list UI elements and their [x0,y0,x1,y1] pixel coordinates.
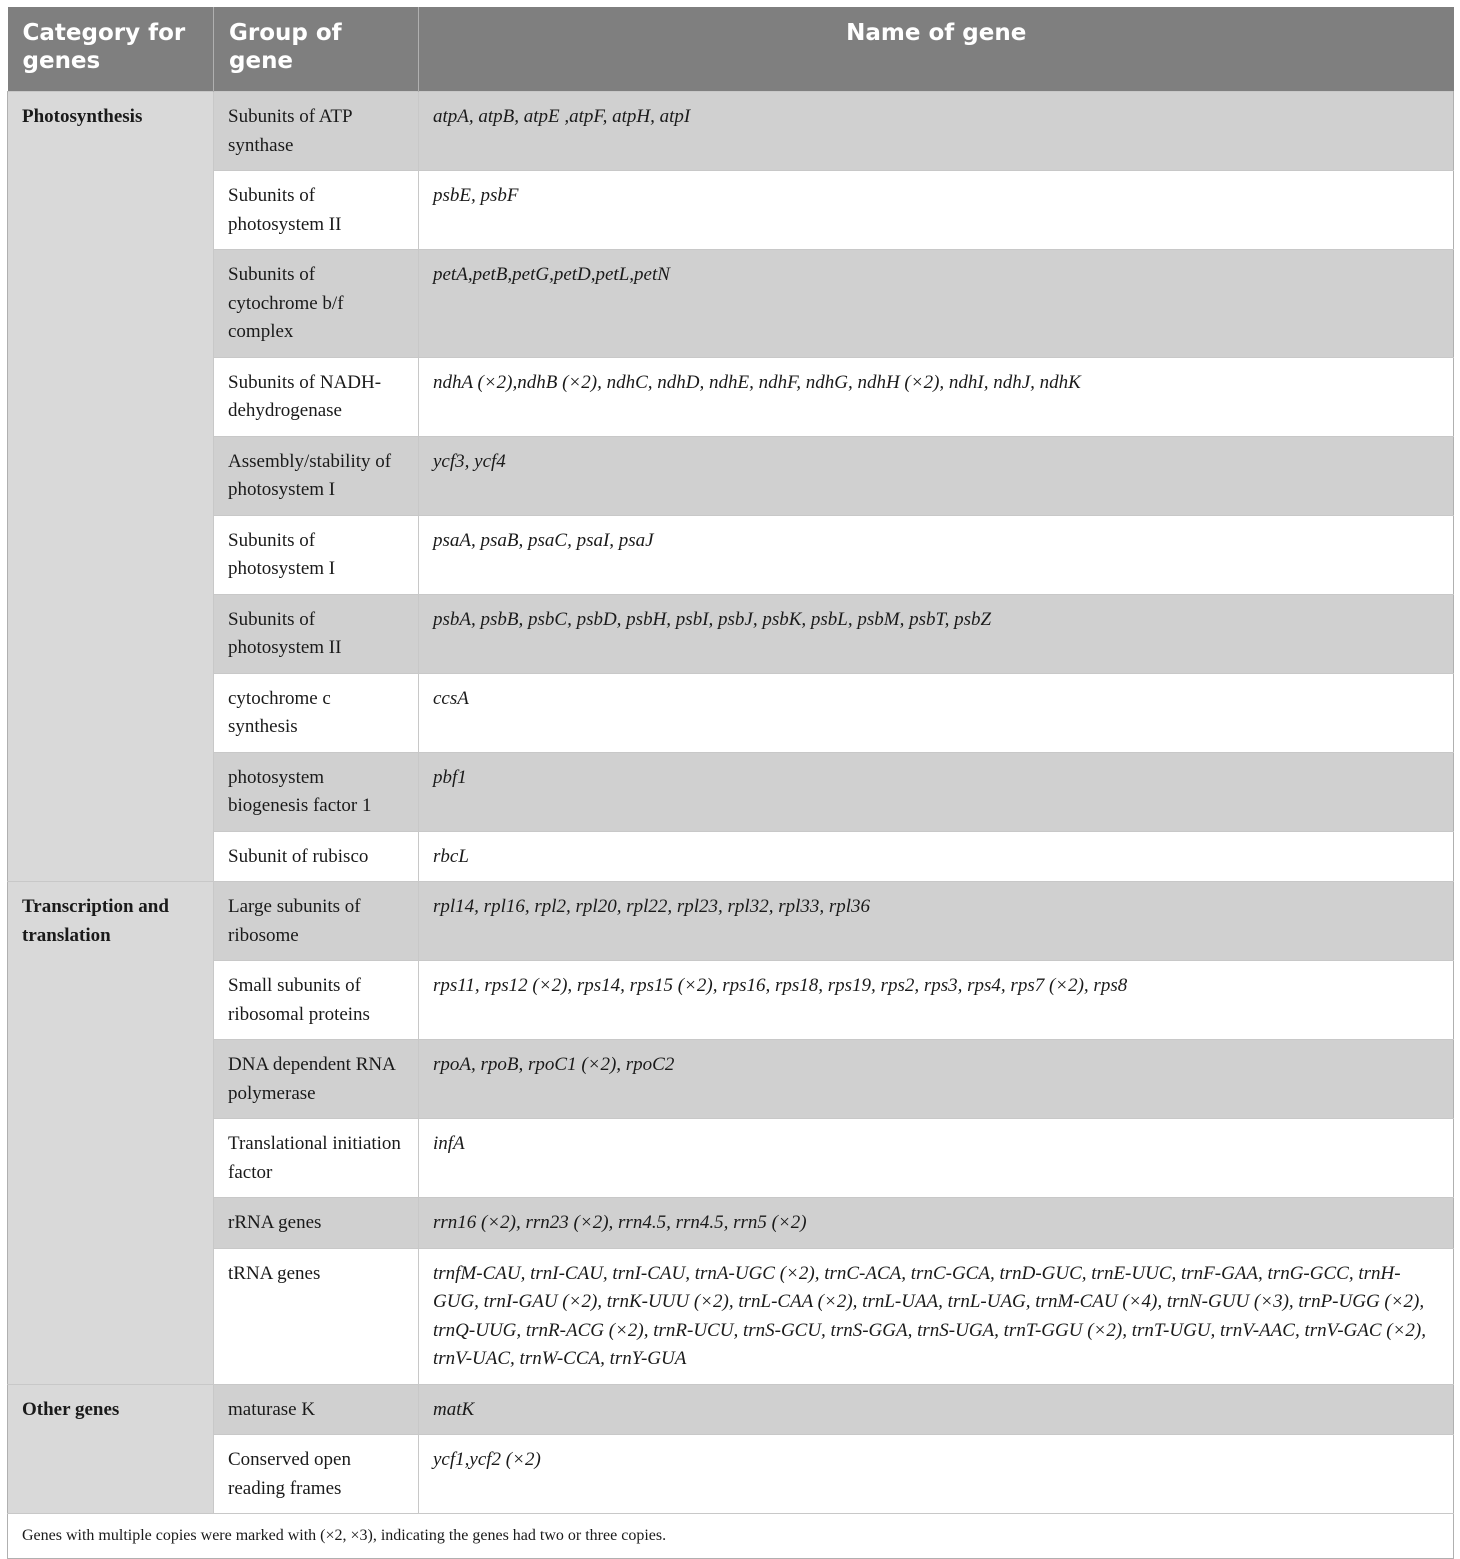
group-cell: Subunits of photosystem II [214,171,419,250]
gene-table [7,7,1454,1559]
footnote-row [8,1514,1454,1559]
table-row [8,1119,1454,1198]
group-cell: Small subunits of ribosomal proteins [214,961,419,1040]
genes-cell: psbA, psbB, psbC, psbD, psbH, psbI, psbJ, psbK, psbL, psbM, psbT, psbZ [419,594,1454,673]
genes-cell: rpoA, rpoB, rpoC1 (×2), rpoC2 [419,1040,1454,1119]
group-cell: photosystem biogenesis factor 1 [214,752,419,831]
table-row [8,436,1454,515]
genes-cell: psaA, psaB, psaC, psaI, psaJ [419,515,1454,594]
genes-cell: rrn16 (×2), rrn23 (×2), rrn4.5, rrn4.5, rrn5 (×2) [419,1198,1454,1249]
genes-cell: atpA, atpB, atpE ,atpF, atpH, atpI [419,92,1454,171]
group-cell: Subunits of photosystem II [214,594,419,673]
category-photosynthesis: Photosynthesis [8,92,214,882]
group-cell: Subunits of photosystem I [214,515,419,594]
group-cell: Translational initiation factor [214,1119,419,1198]
group-cell: maturase K [214,1384,419,1435]
category-other-genes: Other genes [8,1384,214,1514]
group-cell: tRNA genes [214,1248,419,1384]
genes-cell: pbf1 [419,752,1454,831]
genes-cell: ccsA [419,673,1454,752]
group-cell: Subunits of cytochrome b/f complex [214,250,419,358]
genes-cell: matK [419,1384,1454,1435]
table-row [8,1384,1454,1435]
group-cell: Large subunits of ribosome [214,882,419,961]
genes-cell: rps11, rps12 (×2), rps14, rps15 (×2), rps16, rps18, rps19, rps2, rps3, rps4, rps7 (×2), rps8 [419,961,1454,1040]
genes-cell: rbcL [419,831,1454,882]
group-cell: DNA dependent RNA polymerase [214,1040,419,1119]
group-cell: Conserved open reading frames [214,1435,419,1514]
header-name: Name of gene [419,7,1454,92]
genes-cell: trnfM-CAU, trnI-CAU, trnI-CAU, trnA-UGC (×2), trnC-ACA, trnC-GCA, trnD-GUC, trnE-UUC, trnF-GAA, trnG-GCC, trnH-GUG, trnI-GAU (×2), trnK-UUU (×2), trnL-CAA (×2), trnL-UAA, trnL-UAG, trnM-CAU (×4), trnN-GUU (×3), trnP-UGG (×2), trnQ-UUG, trnR-ACG (×2), trnR-UCU, trnS-GCU, trnS-GGA, trnS-UGA, trnT-GGU (×2), trnT-UGU, trnV-AAC, trnV-GAC (×2), trnV-UAC, trnW-CCA, trnY-GUA [419,1248,1454,1384]
group-cell: rRNA genes [214,1198,419,1249]
group-cell: cytochrome c synthesis [214,673,419,752]
table-row [8,594,1454,673]
genes-cell: infA [419,1119,1454,1198]
table-row [8,1198,1454,1249]
table-row [8,882,1454,961]
table-row [8,1040,1454,1119]
group-cell: Subunits of ATP synthase [214,92,419,171]
table-row [8,752,1454,831]
genes-cell: rpl14, rpl16, rpl2, rpl20, rpl22, rpl23, rpl32, rpl33, rpl36 [419,882,1454,961]
table-row [8,515,1454,594]
table-row [8,831,1454,882]
genes-cell: psbE, psbF [419,171,1454,250]
table-footnote: Genes with multiple copies were marked with (×2, ×3), indicating the genes had two or three copies. [8,1514,1454,1559]
header-row [8,7,1454,92]
category-transcription-translation: Transcription and translation [8,882,214,1385]
group-cell: Subunit of rubisco [214,831,419,882]
genes-cell: petA,petB,petG,petD,petL,petN [419,250,1454,358]
genes-cell: ndhA (×2),ndhB (×2), ndhC, ndhD, ndhE, ndhF, ndhG, ndhH (×2), ndhI, ndhJ, ndhK [419,357,1454,436]
header-group: Group of gene [214,7,419,92]
table-row [8,673,1454,752]
header-category: Category for genes [8,7,214,92]
table-row [8,250,1454,358]
genes-cell: ycf3, ycf4 [419,436,1454,515]
table-row [8,961,1454,1040]
table-row [8,1248,1454,1384]
table-row [8,1435,1454,1514]
table-row [8,357,1454,436]
table-row [8,171,1454,250]
genes-cell: ycf1,ycf2 (×2) [419,1435,1454,1514]
group-cell: Subunits of NADH-dehydrogenase [214,357,419,436]
group-cell: Assembly/stability of photosystem I [214,436,419,515]
table-row [8,92,1454,171]
